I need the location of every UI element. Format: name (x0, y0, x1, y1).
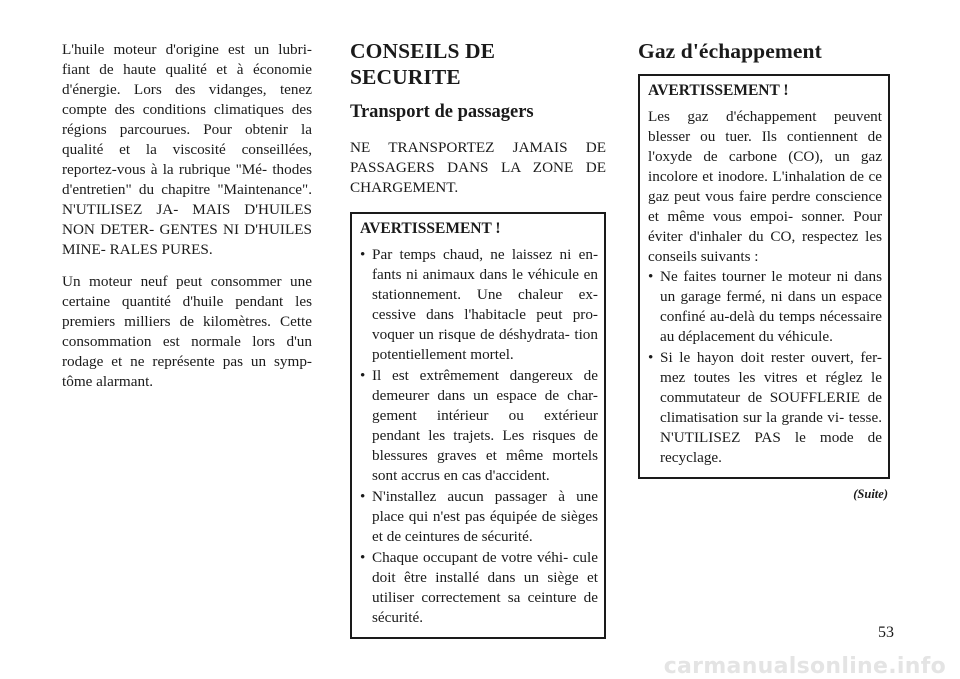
warning-list (648, 267, 882, 468)
oil-consumption-paragraph: Un moteur neuf peut consommer une certaine quantité d'huile pendant les premiers milliers de kilomètres. Cette consommation est normale lors d'un rodage et ne représente pas un symp- tôme alarmant. (62, 273, 312, 390)
column-middle (350, 38, 606, 639)
bullet-icon: • (648, 349, 654, 366)
bullet-icon: • (360, 246, 366, 263)
column-right (638, 38, 890, 502)
list-item: • Ne faites tourner le moteur ni dans un garage fermé, ni dans un espace confiné au-delà du temps nécessaire au déplacement du véhicule. (648, 268, 882, 345)
passenger-warning-box (350, 212, 606, 639)
warning-title: AVERTISSEMENT ! (360, 220, 501, 237)
bullet-icon: • (360, 549, 366, 566)
list-item: • N'installez aucun passager à une place qui n'est pas équipée de sièges et de ceintures de sécurité. (360, 488, 598, 545)
watermark: carmanualsonline.info (663, 654, 946, 679)
section-heading-exhaust: Gaz d'échappement (638, 39, 822, 63)
list-item: • Chaque occupant de votre véhi- cule doit être installé dans un siège et utiliser correctement sa ceinture de sécurité. (360, 549, 598, 626)
passenger-notice: NE TRANSPORTEZ JAMAIS DE PASSAGERS DANS LA ZONE DE CHARGEMENT. (350, 139, 606, 196)
subsection-heading: Transport de passagers (350, 102, 534, 122)
list-item: • Si le hayon doit rester ouvert, fer- mez toutes les vitres et réglez le commutateur de SOUFFLERIE de climatisation sur la grande vi- tesse. N'UTILISEZ PAS le mode de recyclage. (648, 349, 882, 466)
section-heading: CONSEILS DE SECURITE (350, 39, 496, 89)
bullet-icon: • (360, 367, 366, 384)
list-item: • Par temps chaud, ne laissez ni en- fants ni animaux dans le véhicule en stationnement. Une chaleur ex- cessive dans l'habitacle peut pro- voquer un risque de déshydrata- tion potentiellement mortel. (360, 246, 598, 363)
oil-paragraph: L'huile moteur d'origine est un lubri- fiant de haute qualité et à économie d'énergie. Lors des vidanges, tenez compte des conditions climatiques des régions parcourues. Pour obtenir la qualité et la viscosité conseillées, reportez-vous à la rubrique "Mé- thodes d'entretien" du chapitre "Maintenance". N'UTILISEZ JA- MAIS D'HUILES NON DETER- GENTES NI D'HUILES MINE- RALES PURES. (62, 41, 312, 258)
bullet-icon: • (360, 488, 366, 505)
list-item: • Il est extrêmement dangereux de demeurer dans un espace de char- gement intérieur ou extérieur pendant les trajets. Les risques de blessures graves et même mortels sont accrus en cas d'accident. (360, 367, 598, 484)
warning-list (360, 245, 598, 628)
bullet-icon: • (648, 268, 654, 285)
page-number: 53 (878, 624, 894, 641)
exhaust-warning-box (638, 74, 890, 479)
column-left (62, 40, 312, 404)
continued-label: (Suite) (853, 487, 888, 501)
warning-title: AVERTISSEMENT ! (648, 82, 789, 99)
warning-intro: Les gaz d'échappement peuvent blesser ou tuer. Ils contiennent de l'oxyde de carbone (CO), un gaz incolore et inodore. L'inhalation de ce gaz peut vous faire perdre conscience et même vous empoi- sonner. Pour éviter d'inhaler du CO, respectez les conseils suivants : (648, 108, 882, 265)
